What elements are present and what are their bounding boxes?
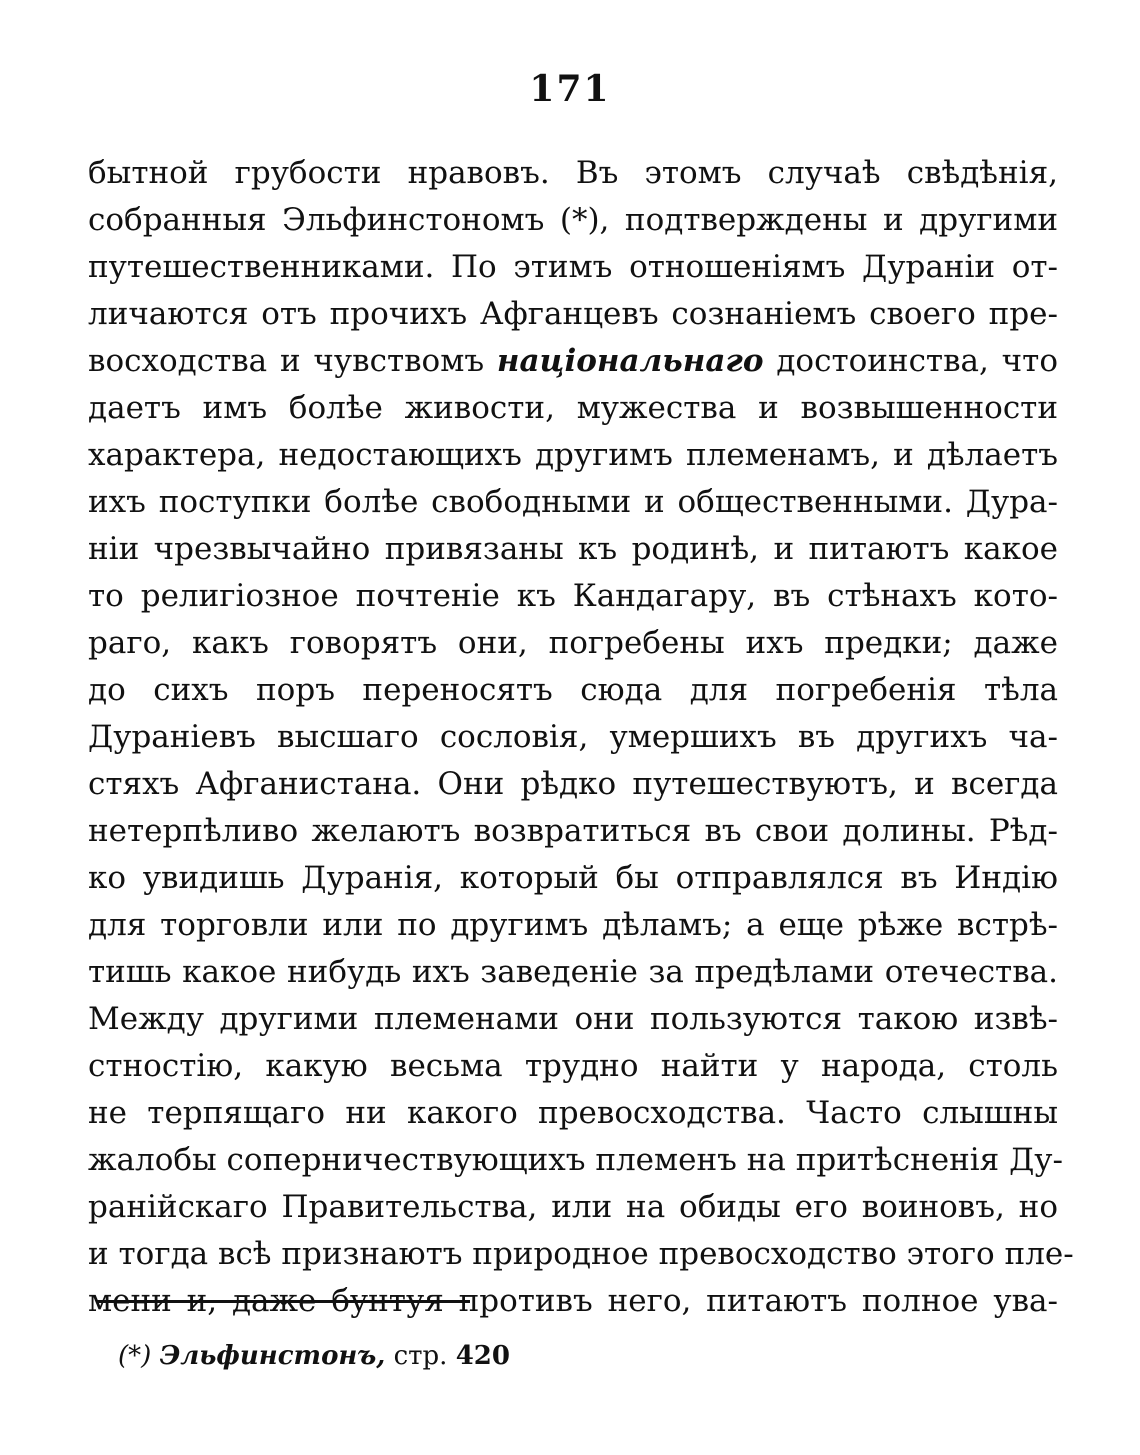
text-line-11: раго, какъ говорятъ они, погребены ихъ предки; даже — [88, 625, 1058, 661]
text-line-1: бытной грубости нравовъ. Въ этомъ случаѣ свѣдѣнія, — [88, 155, 1058, 191]
text-line-18: тишь какое нибудь ихъ заведеніе за предѣлами отечества. — [88, 954, 1058, 990]
body-text — [88, 150, 1074, 1325]
footnote-author: Эльфинстонъ, — [159, 1341, 386, 1371]
footnote-divider — [96, 1300, 470, 1303]
text-line-21: не терпящаго ни какого превосходства. Часто слышны — [88, 1095, 1058, 1131]
text-line-4: личаются отъ прочихъ Афганцевъ сознаніемъ своего пре- — [88, 296, 1058, 332]
text-line-13: Дураніевъ высшаго сословія, умершихъ въ другихъ ча- — [88, 719, 1058, 755]
text-line-24: и тогда всѣ признаютъ природное превосходство этого пле- — [88, 1236, 1074, 1272]
text-line-5-after: достоинства, что — [763, 343, 1058, 379]
text-line-23: ранійскаго Правительства, или на обиды его воиновъ, но — [88, 1189, 1058, 1225]
text-line-2: собранныя Эльфинстономъ (*), подтверждены и другими — [88, 202, 1058, 238]
text-line-3: путешественниками. По этимъ отношеніямъ Дураніи от- — [88, 249, 1058, 285]
text-line-16: ко увидишь Дуранія, который бы отправлялся въ Индію — [88, 860, 1058, 896]
footnote-page-label: стр. — [393, 1341, 448, 1371]
footnote-page-number: 420 — [455, 1341, 510, 1371]
text-line-20: стностію, какую весьма трудно найти у народа, столь — [88, 1048, 1058, 1084]
text-line-22: жалобы соперничествующихъ племенъ на притѣсненія Ду- — [88, 1142, 1064, 1178]
text-line-8: ихъ поступки болѣе свободными и общественными. Дура- — [88, 484, 1058, 520]
text-line-7: характера, недостающихъ другимъ племенамъ, и дѣлаетъ — [88, 437, 1058, 473]
italic-word-national: національнаго — [496, 343, 764, 379]
footnote-marker: (*) — [118, 1341, 152, 1371]
text-line-6: даетъ имъ болѣе живости, мужества и возвышенности — [88, 390, 1058, 426]
text-line-25: мени и, даже бунтуя противъ него, питаютъ полное ува- — [88, 1283, 1058, 1319]
text-line-5-before: восходства и чувствомъ — [88, 343, 497, 379]
text-line-12: до сихъ поръ переносятъ сюда для погребенія тѣла — [88, 672, 1058, 708]
footnote — [118, 1336, 510, 1376]
text-line-9: ніи чрезвычайно привязаны къ родинѣ, и питаютъ какое — [88, 531, 1058, 567]
text-line-14: стяхъ Афганистана. Они рѣдко путешествуютъ, и всегда — [88, 766, 1058, 802]
text-line-17: для торговли или по другимъ дѣламъ; а еще рѣже встрѣ- — [88, 907, 1058, 943]
text-line-10: то религіозное почтеніе къ Кандагару, въ стѣнахъ кото- — [88, 578, 1058, 614]
text-line-15: нетерпѣливо желаютъ возвратиться въ свои долины. Рѣд- — [88, 813, 1058, 849]
text-line-5 — [88, 338, 1058, 385]
page-number: 171 — [529, 68, 611, 110]
text-line-19: Между другими племенами они пользуются такою извѣ- — [88, 1001, 1058, 1037]
